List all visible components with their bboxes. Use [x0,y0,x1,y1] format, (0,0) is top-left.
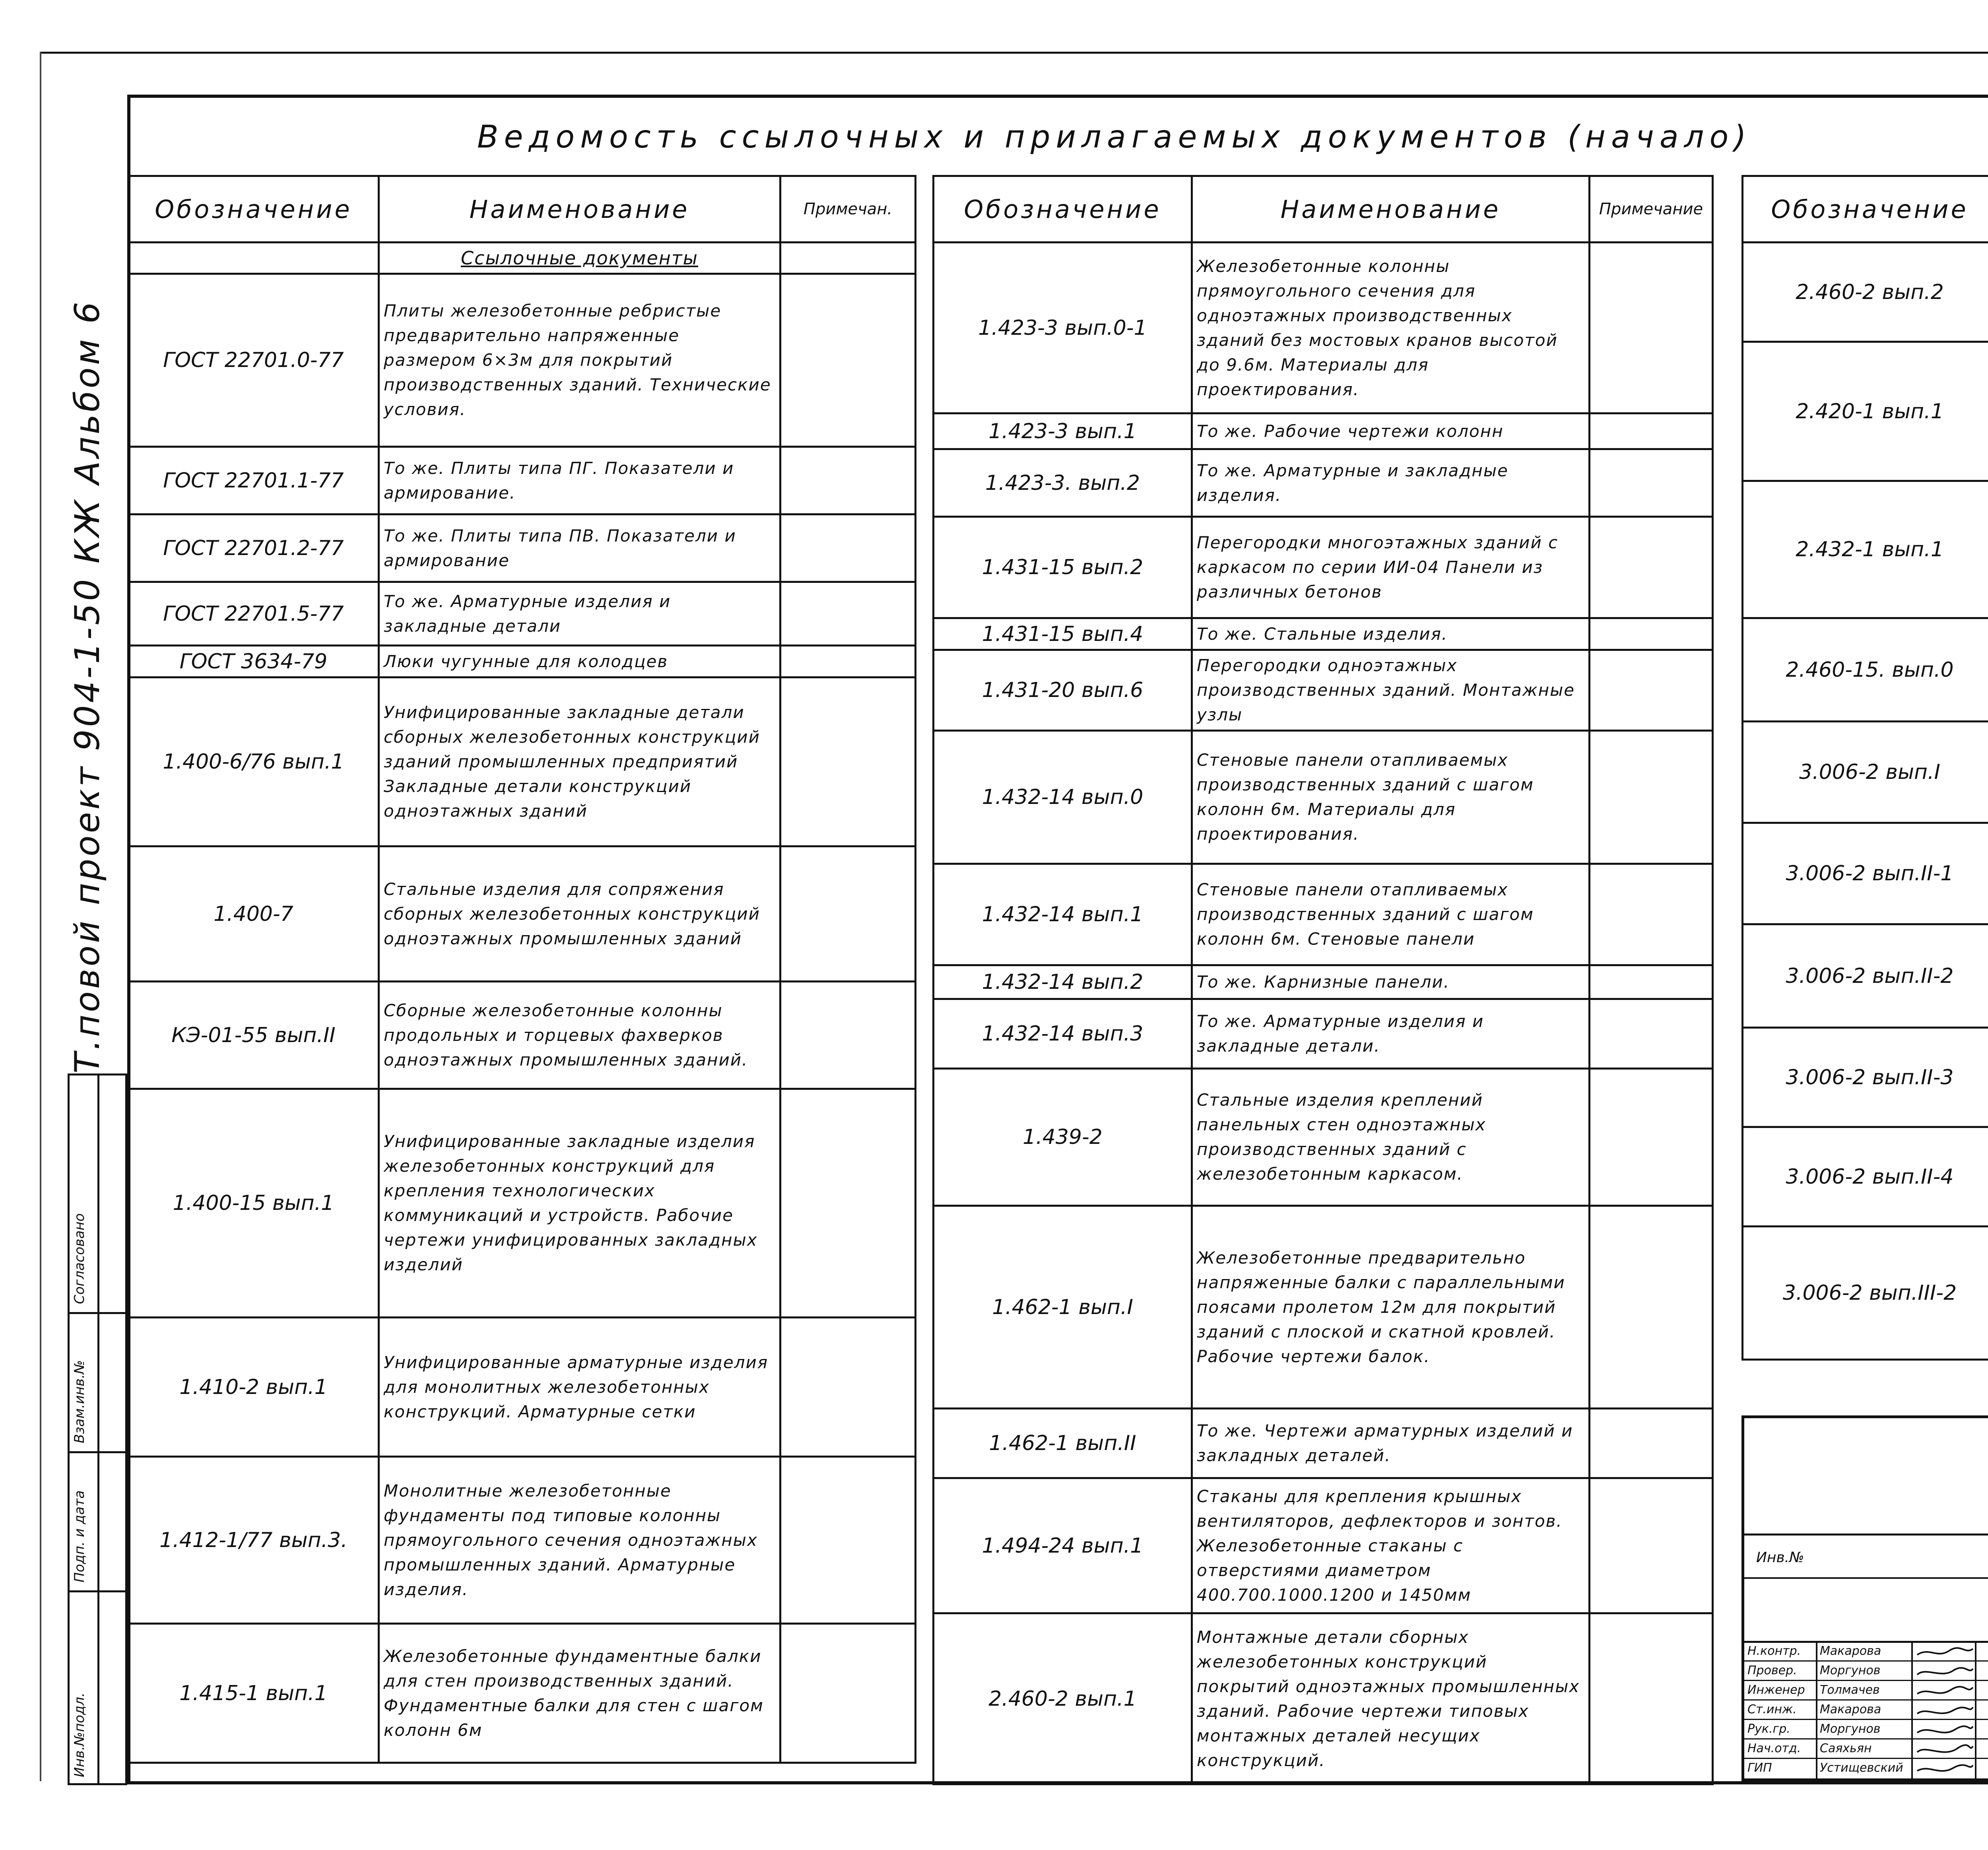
stamp-line [1744,1577,1988,1579]
doc-code: 3.006-2 вып.I [1743,722,1988,823]
doc-name: Железобетонные колонны прямоугольного сечения для одноэтажных производственных зданий без мостовых кранов высотой до 9.6м. Материалы для проектирования. [1192,243,1590,413]
doc-code: 1.400-7 [128,846,379,982]
doc-code: ГОСТ 3634-79 [128,646,379,677]
doc-code: 1.432-14 вып.3 [934,999,1192,1069]
table-row [1743,1227,1988,1360]
table-row [128,846,916,982]
table-row [1743,618,1988,722]
header-code: Обозначение [1743,176,1988,243]
stamp-role: Н.контр. [1747,1644,1801,1658]
doc-code: 3.006-2 вып.II-4 [1743,1127,1988,1227]
doc-code: 3.006-2 вып.II-3 [1743,1028,1988,1127]
header-name: Наименование [1192,176,1590,243]
doc-code: 1.431-15 вып.2 [934,517,1192,618]
table-row [934,413,1713,449]
header-code: Обозначение [934,176,1192,243]
doc-name: Стальные изделия для сопряжения сборных железобетонных конструкций одноэтажных промышленных зданий [379,846,780,982]
doc-name: Перегородки многоэтажных зданий с каркасом по серии ИИ-04 Панели из различных бетонов [1192,517,1590,618]
doc-name: То же. Чертежи арматурных изделий и закладных деталей. [1192,1409,1590,1478]
doc-code: 1.415-1 вып.1 [128,1624,379,1763]
table-row [128,1318,916,1457]
outer-border-top [40,52,1988,54]
stamp-name: Толмачев [1820,1683,1880,1697]
table-row [934,1613,1713,1784]
table-row [934,965,1713,999]
doc-code: 1.423-3 вып.1 [934,413,1192,449]
stamp-role: Рук.гр. [1747,1722,1790,1736]
stamp-name: Моргунов [1820,1722,1881,1736]
doc-name: То же. Плиты типа ПГ. Показатели и армирование. [379,447,780,514]
table-row [1743,342,1988,481]
binding-label: Согласовано [72,1213,87,1304]
doc-name: Стальные изделия креплений панельных стен одноэтажных производственных зданий с железобетонным каркасом. [1192,1069,1590,1206]
stamp-role: Ст.инж. [1747,1702,1797,1716]
doc-code: 3.006-2 вып.III-2 [1743,1227,1988,1360]
stamp-name: Моргунов [1820,1664,1881,1677]
stamp-role: Провер. [1747,1664,1797,1677]
doc-name: То же. Рабочие чертежи колонн [1192,413,1590,449]
stamp-name: Макарова [1820,1702,1881,1716]
table-row [1743,722,1988,823]
doc-code: 1.462-1 вып.II [934,1409,1192,1478]
doc-name: Перегородки одноэтажных производственных зданий. Монтажные узлы [1192,650,1590,731]
doc-name: Монолитные железобетонные фундаменты под типовые колонны прямоугольного сечения одноэтажных промышленных зданий. Арматурные изделия. [379,1457,780,1624]
doc-code: 1.412-1/77 вып.3. [128,1457,379,1624]
table-row [934,517,1713,618]
doc-name: Плиты железобетонные ребристые предварительно напряженные размером 6×3м для покрытий производственных зданий. Технические условия. [379,274,780,447]
doc-code: 2.420-1 вып.1 [1743,342,1988,481]
doc-code: ГОСТ 22701.0-77 [128,274,379,447]
header-note: Примечание [1590,176,1713,243]
doc-code: 1.423-3. вып.2 [934,449,1192,517]
doc-code: 3.006-2 вып.II-2 [1743,924,1988,1028]
doc-name: То же. Стальные изделия. [1192,618,1590,650]
doc-name: Железобетонные предварительно напряженные балки с параллельными поясами пролетом 12м для покрытий зданий с плоской и скатной кровлей. Рабочие чертежи балок. [1192,1206,1590,1409]
doc-name: Люки чугунные для колодцев [379,646,780,677]
doc-code: 2.460-2 вып.1 [934,1613,1192,1784]
doc-code: 1.410-2 вып.1 [128,1318,379,1457]
register-table-2 [932,175,1714,1785]
table-row [128,274,916,447]
table-row [128,1624,916,1763]
doc-code: 1.462-1 вып.I [934,1206,1192,1409]
doc-code: 1.400-15 вып.1 [128,1089,379,1318]
binding-label: Подп. и дата [72,1490,87,1582]
outer-border-left [40,52,41,1781]
table-row [128,582,916,646]
table-row [128,677,916,846]
table-row [1743,823,1988,924]
table-row [128,1457,916,1624]
header-note: Примечан. [780,176,916,243]
binding-label: Инв.№подл. [72,1693,87,1777]
doc-code: 1.494-24 вып.1 [934,1478,1192,1613]
stamp-role: Инженер [1747,1683,1805,1697]
header-name: Наименование [379,176,780,243]
doc-name: Монтажные детали сборных железобетонных конструкций покрытий одноэтажных промышленных зданий. Рабочие чертежи типовых монтажных деталей несущих конструкций. [1192,1613,1590,1784]
doc-code: 2.432-1 вып.1 [1743,481,1988,618]
register-table-3 [1741,175,1988,1361]
doc-name: То же. Плиты типа ПВ. Показатели и армирование [379,514,780,582]
title-block [1741,1415,1988,1781]
table-row [934,864,1713,965]
doc-name: То же. Карнизные панели. [1192,965,1590,999]
doc-name: Унифицированные арматурные изделия для монолитных железобетонных конструкций. Арматурные сетки [379,1318,780,1457]
doc-name: То же. Арматурные изделия и закладные детали [379,582,780,646]
table-row [1743,1028,1988,1127]
table-row [934,618,1713,650]
table-row [934,1069,1713,1206]
table-row [128,982,916,1089]
table-row [128,447,916,514]
table-row [934,650,1713,731]
doc-code: 1.439-2 [934,1069,1192,1206]
table-row [934,1478,1713,1613]
table-row [934,731,1713,864]
doc-name: Унифицированные закладные изделия железобетонных конструкций для крепления технологических коммуникаций и устройств. Рабочие чертежи унифицированных закладных изделий [379,1089,780,1318]
doc-name: Стеновые панели отапливаемых производственных зданий с шагом колонн 6м. Материалы для проектирования. [1192,731,1590,864]
stamp-inv: Инв.№ [1756,1549,1804,1566]
doc-code: ГОСТ 22701.2-77 [128,514,379,582]
table-row [934,449,1713,517]
doc-name: Унифицированные закладные детали сборных железобетонных конструкций зданий промышленных предприятий Закладные детали конструкций одноэтажных зданий [379,677,780,846]
doc-name: То же. Арматурные и закладные изделия. [1192,449,1590,517]
signature-scribbles [1913,1643,1977,1778]
table-header-row [128,176,916,243]
table-row [128,514,916,582]
binding-label: Взам.инв.№ [72,1360,87,1443]
table-row [934,243,1713,413]
doc-name: Сборные железобетонные колонны продольных и торцевых фахверков одноэтажных промышленных зданий. [379,982,780,1089]
doc-code: 1.432-14 вып.1 [934,864,1192,965]
table-row [1743,924,1988,1028]
table-row [1743,1127,1988,1227]
stamp-name: Макарова [1820,1644,1881,1658]
doc-code: 1.431-20 вып.6 [934,650,1192,731]
side-title: Т.повой проект 904-1-50 КЖ Альбом 6 [68,299,107,1074]
table-row [1743,481,1988,618]
stamp-line [1744,1534,1988,1536]
table-header-row [1743,176,1988,243]
document-title: Ведомость ссылочных и прилагаемых документов (начало) [477,119,1752,155]
doc-name: То же. Арматурные изделия и закладные детали. [1192,999,1590,1069]
doc-code: КЭ-01-55 вып.II [128,982,379,1089]
doc-name: Стаканы для крепления крышных вентиляторов, дефлекторов и зонтов. Железобетонные стаканы с отверстиями диаметром 400.700.1000.1200 и 1450мм [1192,1478,1590,1613]
doc-code: 1.431-15 вып.4 [934,618,1192,650]
doc-code: 1.432-14 вып.0 [934,731,1192,864]
table-row [934,1409,1713,1478]
binding-vline [97,1074,99,1785]
stamp-role: ГИП [1747,1761,1772,1775]
doc-code: 2.460-15. вып.0 [1743,618,1988,722]
doc-code: 3.006-2 вып.II-1 [1743,823,1988,924]
section-heading: Ссылочные документы [379,243,780,274]
doc-name: Железобетонные фундаментные балки для стен производственных зданий. Фундаментные балки для стен с шагом колонн 6м [379,1624,780,1763]
doc-code: ГОСТ 22701.1-77 [128,447,379,514]
table-row [128,646,916,677]
table-row [128,1089,916,1318]
doc-code: 1.432-14 вып.2 [934,965,1192,999]
doc-code: 2.460-2 вып.2 [1743,243,1988,342]
doc-name: Стеновые панели отапливаемых производственных зданий с шагом колонн 6м. Стеновые панели [1192,864,1590,965]
stamp-role: Нач.отд. [1747,1741,1801,1755]
table-row [128,243,916,274]
table-row [934,1206,1713,1409]
doc-code: 1.400-6/76 вып.1 [128,677,379,846]
doc-code: ГОСТ 22701.5-77 [128,582,379,646]
table-header-row [934,176,1713,243]
doc-code: 1.423-3 вып.0-1 [934,243,1192,413]
header-code: Обозначение [128,176,379,243]
table-row [934,999,1713,1069]
stamp-name: Устищевский [1820,1761,1903,1775]
stamp-name: Саяхьян [1820,1741,1872,1755]
register-table-1 [127,175,916,1764]
table-row [1743,243,1988,342]
